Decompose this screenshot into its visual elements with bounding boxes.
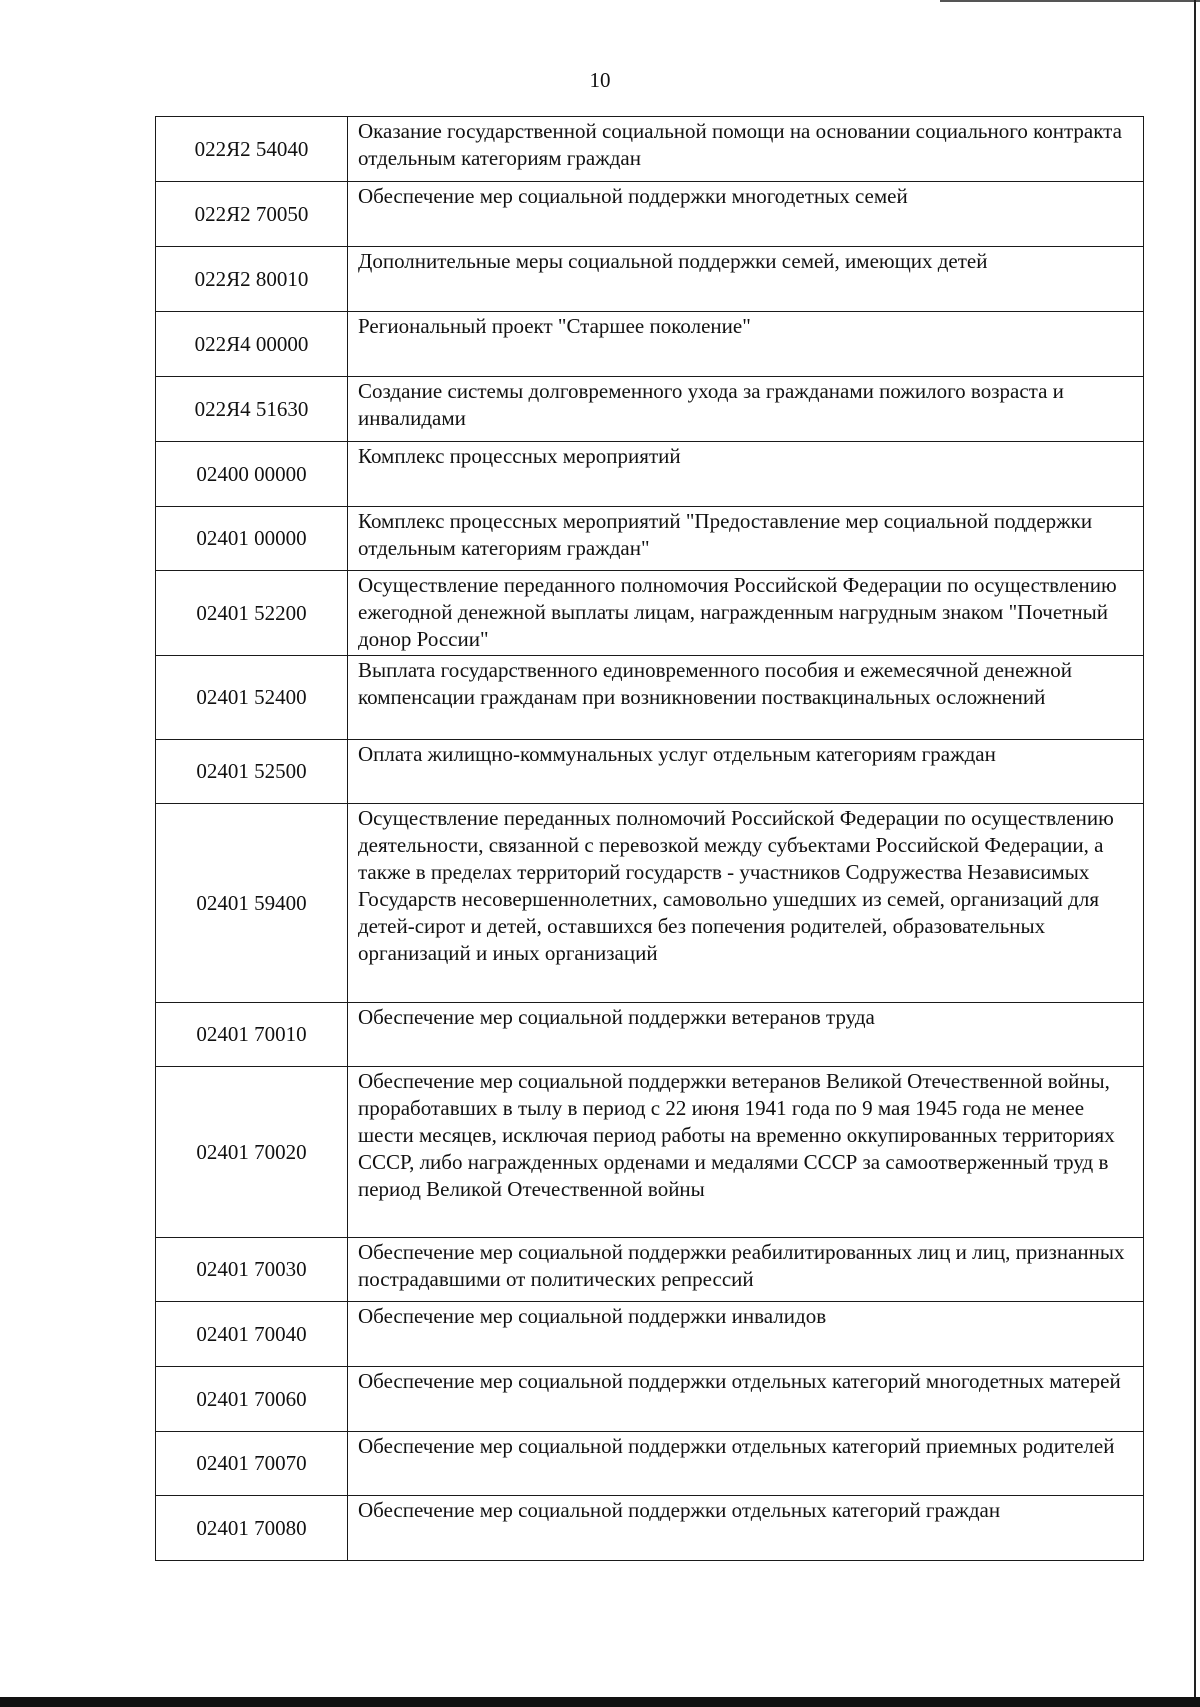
scan-edge-right <box>1194 0 1196 1707</box>
row-code: 02400 00000 <box>156 442 348 507</box>
row-description: Выплата государственного единовременного пособия и ежемесячной денежной компенсации гражданам при возникновении поствакцинальных осложнений <box>348 656 1144 740</box>
table-row <box>156 804 1144 1003</box>
row-description: Осуществление переданного полномочия Российской Федерации по осуществлению ежегодной денежной выплаты лицам, награжденным нагрудным знаком "Почетный донор России" <box>348 571 1144 656</box>
row-description: Обеспечение мер социальной поддержки ветеранов Великой Отечественной войны, проработавших в тылу в период с 22 июня 1941 года по 9 мая 1945 года не менее шести месяцев, исключая период работы на временно оккупированных территориях СССР, либо награжденных орденами и медалями СССР за самоотверженный труд в период Великой Отечественной войны <box>348 1067 1144 1238</box>
table-row <box>156 656 1144 740</box>
row-description: Комплекс процессных мероприятий "Предоставление мер социальной поддержки отдельным категориям граждан" <box>348 507 1144 571</box>
row-code: 02401 59400 <box>156 804 348 1003</box>
row-code: 02401 70030 <box>156 1238 348 1302</box>
row-code: 02401 70020 <box>156 1067 348 1238</box>
table-row <box>156 1302 1144 1367</box>
row-code: 02401 52400 <box>156 656 348 740</box>
row-description: Обеспечение мер социальной поддержки отдельных категорий приемных родителей <box>348 1432 1144 1496</box>
scan-edge-bottom <box>0 1697 1200 1707</box>
row-code: 02401 70080 <box>156 1496 348 1561</box>
table-row <box>156 740 1144 804</box>
row-description: Обеспечение мер социальной поддержки реабилитированных лиц и лиц, признанных пострадавшими от политических репрессий <box>348 1238 1144 1302</box>
row-description: Осуществление переданных полномочий Российской Федерации по осуществлению деятельности, связанной с перевозкой между субъектами Российской Федерации, а также в пределах территорий государств - участников Содружества Независимых Государств несовершеннолетних, самовольно ушедших из семей, организаций для детей-сирот и детей, оставшихся без попечения родителей, образовательных организаций и иных организаций <box>348 804 1144 1003</box>
row-description: Обеспечение мер социальной поддержки ветеранов труда <box>348 1003 1144 1067</box>
row-code: 02401 70040 <box>156 1302 348 1367</box>
row-code: 022Я4 51630 <box>156 377 348 442</box>
row-code: 022Я2 80010 <box>156 247 348 312</box>
row-description: Обеспечение мер социальной поддержки многодетных семей <box>348 182 1144 247</box>
table-row <box>156 1432 1144 1496</box>
row-code: 02401 70010 <box>156 1003 348 1067</box>
table-row <box>156 312 1144 377</box>
row-description: Региональный проект "Старшее поколение" <box>348 312 1144 377</box>
table-row <box>156 1067 1144 1238</box>
table-row <box>156 1238 1144 1302</box>
table-row <box>156 377 1144 442</box>
row-description: Создание системы долговременного ухода за гражданами пожилого возраста и инвалидами <box>348 377 1144 442</box>
row-code: 02401 52500 <box>156 740 348 804</box>
row-description: Обеспечение мер социальной поддержки отдельных категорий многодетных матерей <box>348 1367 1144 1432</box>
table-row <box>156 117 1144 182</box>
row-description: Комплекс процессных мероприятий <box>348 442 1144 507</box>
row-code: 022Я4 00000 <box>156 312 348 377</box>
budget-codes-table <box>155 116 1144 1561</box>
row-description: Обеспечение мер социальной поддержки инвалидов <box>348 1302 1144 1367</box>
row-code: 022Я2 54040 <box>156 117 348 182</box>
scan-edge-top <box>940 0 1200 2</box>
row-description: Оплата жилищно-коммунальных услуг отдельным категориям граждан <box>348 740 1144 804</box>
table-row <box>156 442 1144 507</box>
table-row <box>156 247 1144 312</box>
table-row <box>156 507 1144 571</box>
page-number: 10 <box>589 68 611 92</box>
row-description: Оказание государственной социальной помощи на основании социального контракта отдельным категориям граждан <box>348 117 1144 182</box>
row-description: Обеспечение мер социальной поддержки отдельных категорий граждан <box>348 1496 1144 1561</box>
row-code: 022Я2 70050 <box>156 182 348 247</box>
row-code: 02401 70070 <box>156 1432 348 1496</box>
table-row <box>156 1367 1144 1432</box>
table-row <box>156 182 1144 247</box>
row-description: Дополнительные меры социальной поддержки семей, имеющих детей <box>348 247 1144 312</box>
row-code: 02401 00000 <box>156 507 348 571</box>
table-row <box>156 1496 1144 1561</box>
table-row <box>156 571 1144 656</box>
row-code: 02401 70060 <box>156 1367 348 1432</box>
row-code: 02401 52200 <box>156 571 348 656</box>
table-row <box>156 1003 1144 1067</box>
